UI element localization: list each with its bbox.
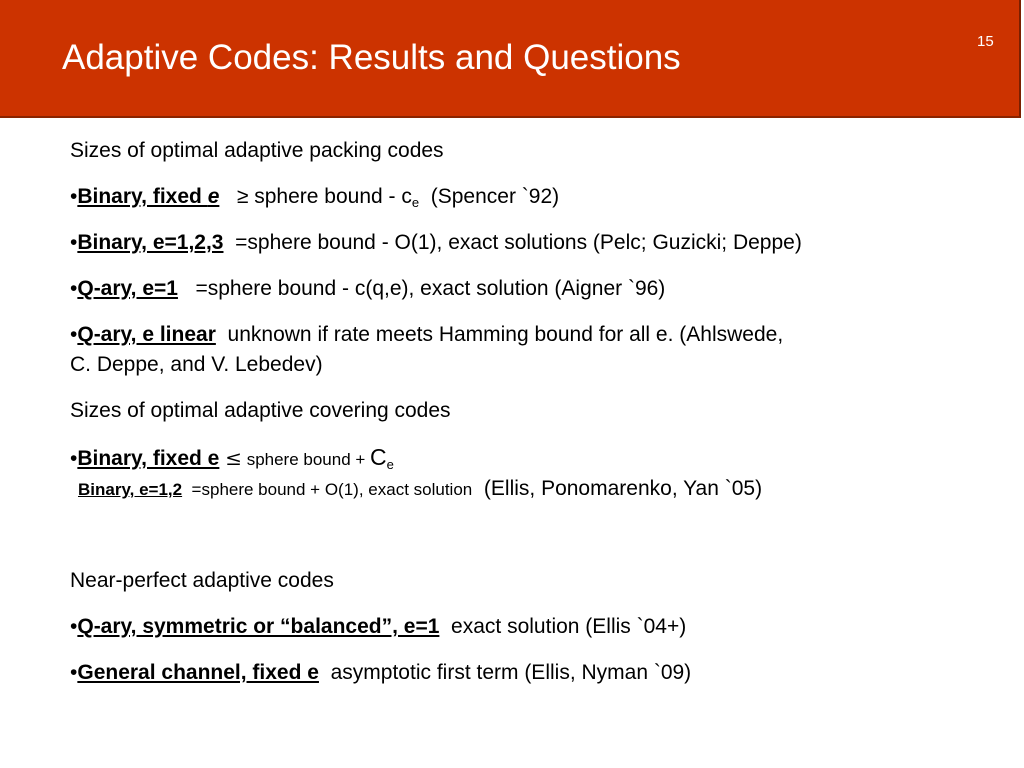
term: Binary, fixed e	[77, 447, 220, 470]
subscript: e	[411, 195, 420, 210]
term: Q-ary, symmetric or “balanced”, e=1	[77, 615, 440, 638]
term: Q-ary, e=1	[77, 277, 178, 300]
term: Q-ary, e linear	[77, 323, 216, 346]
item-text: =sphere bound - O(1), exact solutions (Pelc; Guzicki; Deppe)	[223, 231, 802, 254]
packing-item-binary-fixed-e	[70, 184, 559, 210]
packing-item-qary-e-linear	[70, 322, 783, 348]
packing-item-qary-e1	[70, 276, 665, 302]
bullet: •	[70, 185, 78, 208]
covering-item-binary-fixed-e	[70, 444, 394, 473]
bullet: •	[70, 231, 78, 254]
covering-item-binary-e12	[78, 476, 762, 503]
item-text: exact solution (Ellis `04+)	[439, 615, 687, 638]
bullet: •	[70, 277, 78, 300]
item-text: unknown if rate meets Hamming bound for all e. (Ahlswede,	[215, 323, 784, 346]
near-perfect-item-general-channel	[70, 660, 691, 686]
packing-item-binary-e123	[70, 230, 802, 256]
slide-number: 15	[977, 33, 994, 50]
bullet: •	[70, 323, 78, 346]
bullet: •	[70, 447, 78, 470]
term-variable: e	[207, 185, 220, 208]
item-text: =sphere bound - c(q,e), exact solution (Aigner `96)	[177, 277, 666, 300]
term: Binary, e=1,2	[78, 480, 183, 499]
packing-item-qary-e-linear-cont: C. Deppe, and V. Lebedev)	[70, 353, 323, 376]
leq-symbol: ≤	[225, 446, 242, 470]
bullet: •	[70, 661, 78, 684]
item-citation: (Spencer `92)	[419, 185, 560, 208]
item-text: ≥ sphere bound - c	[219, 185, 412, 208]
term: Binary, e=1,2,3	[77, 231, 224, 254]
title-bar	[0, 0, 1021, 118]
item-text: asymptotic first term (Ellis, Nyman `09)	[318, 661, 692, 684]
near-perfect-heading: Near-perfect adaptive codes	[70, 569, 334, 592]
near-perfect-item-qary-balanced	[70, 614, 686, 640]
bullet: •	[70, 615, 78, 638]
term-main: Binary, fixed	[77, 185, 208, 208]
term: General channel, fixed e	[77, 661, 319, 684]
item-text: sphere bound +	[241, 450, 371, 469]
packing-heading: Sizes of optimal adaptive packing codes	[70, 139, 444, 162]
item-text: =sphere bound + O(1), exact solution	[182, 480, 473, 499]
slide-title: Adaptive Codes: Results and Questions	[62, 38, 681, 77]
item-citation: (Ellis, Ponomarenko, Yan `05)	[472, 477, 763, 500]
term	[77, 185, 219, 208]
subscript: e	[386, 457, 394, 472]
covering-heading: Sizes of optimal adaptive covering codes	[70, 399, 451, 422]
constant-c: C	[370, 444, 387, 470]
